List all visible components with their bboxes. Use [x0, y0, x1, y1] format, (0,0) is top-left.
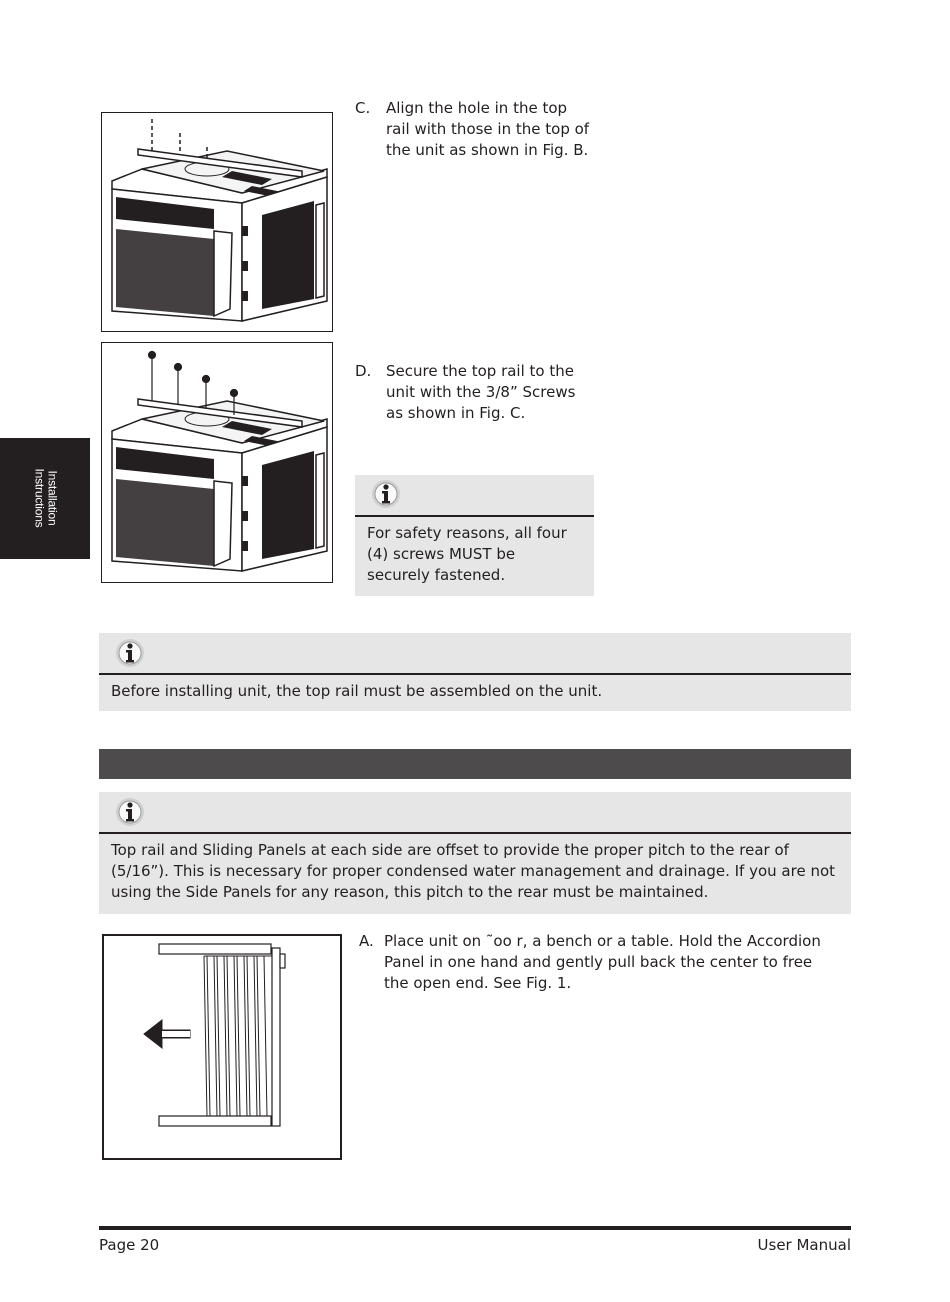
step-a-text: Place unit on ˜oo r, a bench or a table. Hold the Accordion Panel in one hand and gently pull back the center to free the open end. See Fig. 1. [384, 932, 821, 992]
info-icon [115, 797, 145, 827]
step-d [355, 361, 595, 424]
note-top-rail [99, 633, 851, 711]
note-screws [355, 475, 594, 596]
note-screws-text: For safety reasons, all four (4) screws MUST be securely fastened. [367, 524, 567, 584]
side-tab-label: Installation Instructions [32, 468, 59, 528]
footer-rule [99, 1226, 851, 1230]
step-c [355, 98, 595, 161]
figure-accordion-panel [102, 934, 342, 1160]
section-title [99, 755, 111, 773]
section-bar [99, 749, 851, 779]
step-c-letter: C. [355, 99, 371, 117]
note-pitch-text: Top rail and Sliding Panels at each side are offset to provide the proper pitch to the rear of (5/16”). This is necessary for proper condensed water management and drainage. If you are not using the Side Panels for any reason, this pitch to the rear must be maintained. [111, 841, 836, 901]
figure-top-rail-align [101, 112, 333, 332]
step-a [359, 931, 839, 994]
page-number: Page 20 [99, 1236, 160, 1254]
step-c-text: Align the hole in the top rail with those in the top of the unit as shown in Fig. B. [386, 99, 590, 159]
info-icon [371, 479, 401, 509]
step-d-letter: D. [355, 362, 372, 380]
note-pitch [99, 792, 851, 914]
info-icon [115, 638, 145, 668]
note-top-rail-text: Before installing unit, the top rail must be assembled on the unit. [111, 682, 603, 700]
side-tab [0, 438, 90, 559]
step-a-letter: A. [359, 932, 374, 950]
figure-top-rail-screws [101, 342, 333, 583]
document-title: User Manual [757, 1236, 851, 1254]
step-d-text: Secure the top rail to the unit with the 3/8” Screws as shown in Fig. C. [386, 362, 576, 422]
